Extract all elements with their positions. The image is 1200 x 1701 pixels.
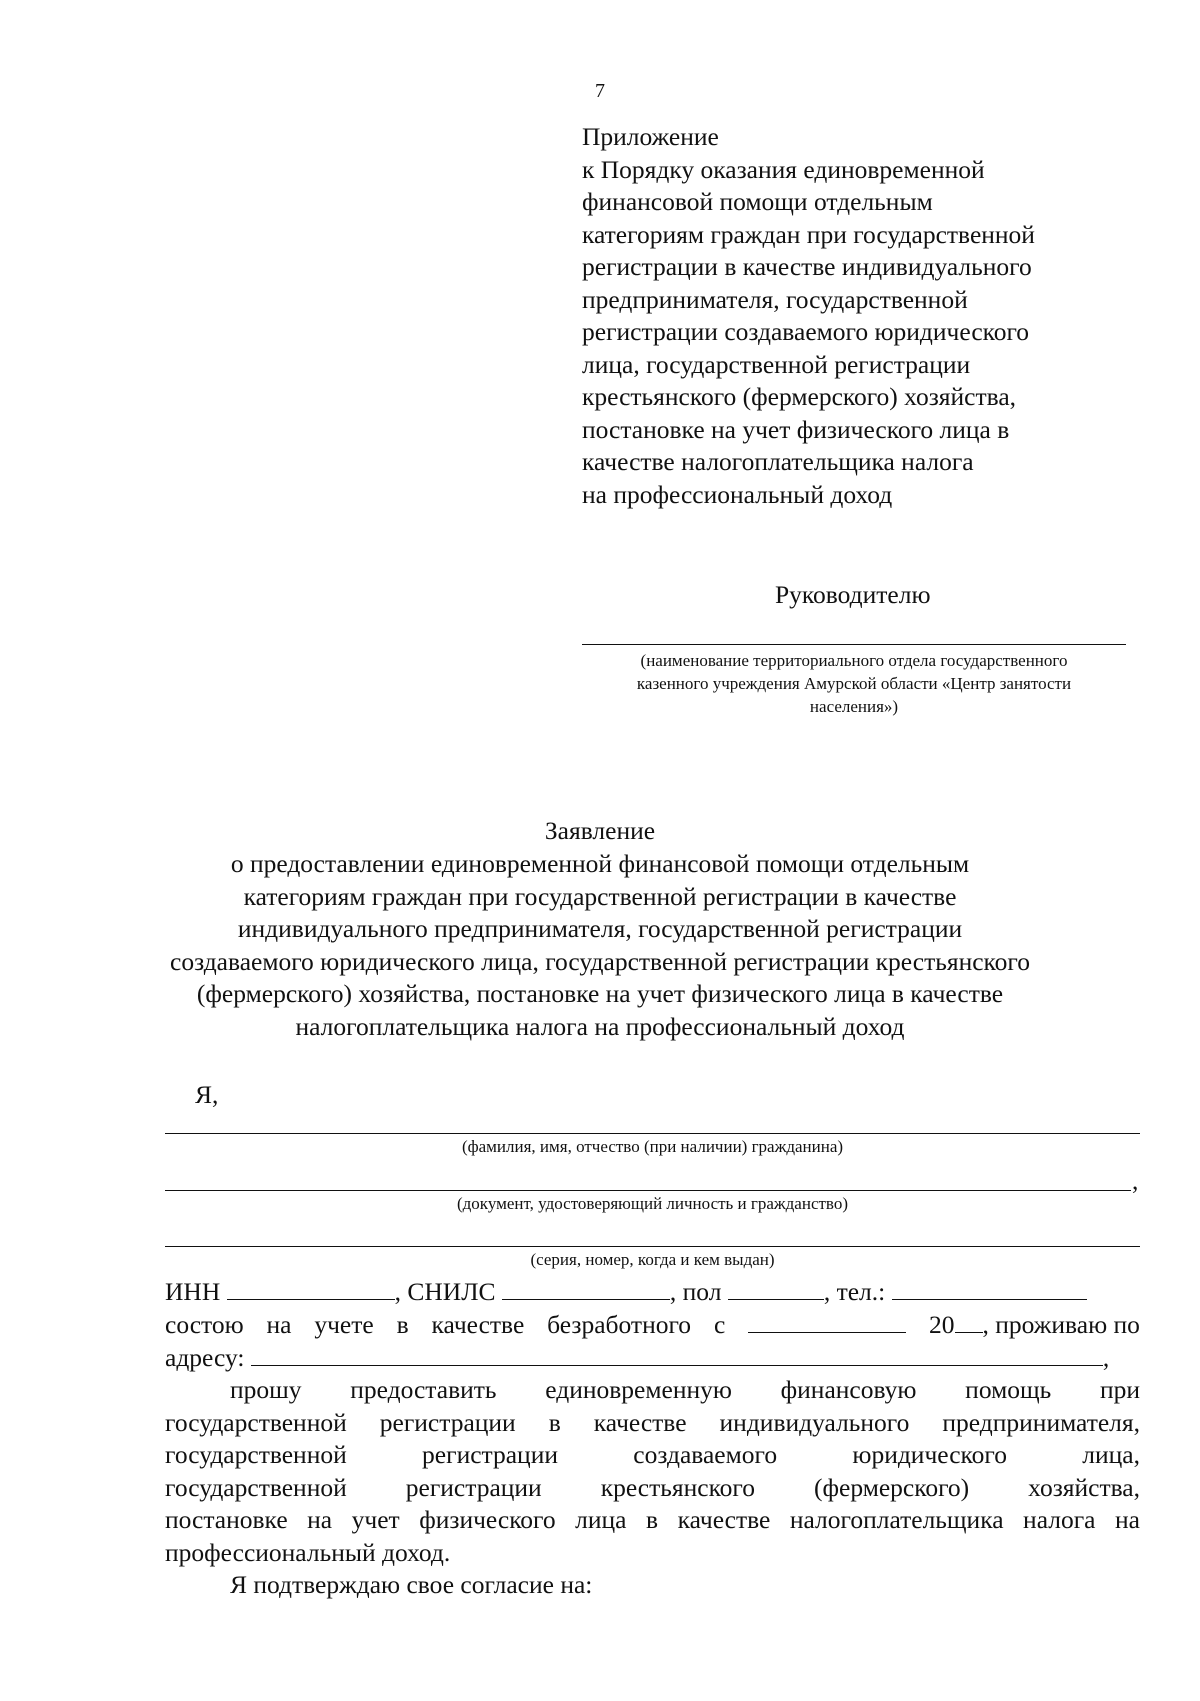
recipient-name-field-line[interactable]: [582, 644, 1126, 645]
appendix-line: Приложение: [582, 122, 719, 151]
unemployed-word: качестве: [431, 1310, 525, 1339]
recipient-hint-line: казенного учреждения Амурской области «Центр занятости: [636, 674, 1072, 693]
page-number: 7: [595, 80, 605, 102]
phone-field[interactable]: [892, 1275, 1087, 1300]
address-field[interactable]: [251, 1341, 1103, 1366]
request-paragraph: [165, 1374, 1140, 1602]
statement-subtitle-line: создаваемого юридического лица, государственной регистрации крестьянского: [170, 946, 1030, 976]
statement-subtitle: [150, 848, 1050, 1043]
unemployed-word: учете: [314, 1310, 374, 1339]
request-line: государственной регистрации в качестве индивидуального предпринимателя,: [165, 1407, 1140, 1437]
address-row: [165, 1341, 1140, 1374]
recipient-hint-line: (наименование территориального отдела государственного: [640, 651, 1068, 670]
address-comma: ,: [1102, 1343, 1110, 1372]
inn-snils-row: [165, 1275, 1140, 1308]
document-series-hint: (серия, номер, когда и кем выдан): [530, 1250, 775, 1269]
unemployed-word: в: [396, 1310, 409, 1339]
appendix-line: к Порядку оказания единовременной: [582, 154, 985, 184]
request-line: постановке на учет физического лица в качестве налогоплательщика налога на: [165, 1505, 1140, 1534]
statement-title: Заявление: [544, 816, 656, 845]
year-field[interactable]: [955, 1308, 983, 1333]
unemployed-word: безработного: [547, 1310, 692, 1339]
appendix-line: финансовой помощи отдельным: [582, 187, 933, 216]
applicant-intro: Я,: [195, 1080, 219, 1109]
appendix-line: предпринимателя, государственной: [582, 284, 968, 314]
address-label: адресу:: [165, 1343, 245, 1372]
unemployed-date-field[interactable]: [748, 1308, 906, 1333]
snils-label: , СНИЛС: [394, 1277, 496, 1306]
sex-label: , пол: [669, 1277, 722, 1306]
unemployed-word: с: [713, 1310, 726, 1339]
unemployed-row: [165, 1308, 1140, 1341]
unemployed-word: на: [266, 1310, 292, 1339]
sex-field[interactable]: [728, 1275, 824, 1300]
appendix-line: крестьянского (фермерского) хозяйства,: [582, 382, 1017, 411]
tel-label: , тел.:: [823, 1277, 886, 1306]
fio-hint: (фамилия, имя, отчество (при наличии) гражданина): [461, 1137, 844, 1156]
statement-subtitle-line: о предоставлении единовременной финансовой помощи отдельным: [230, 849, 970, 878]
request-line: государственной регистрации крестьянского (фермерского) хозяйства,: [165, 1472, 1140, 1502]
identity-document-hint: (документ, удостоверяющий личность и гражданство): [456, 1194, 849, 1213]
recipient-hint-line: населения»): [809, 697, 899, 716]
inn-field[interactable]: [227, 1275, 395, 1300]
request-line: государственной регистрации создаваемого юридического лица,: [165, 1440, 1140, 1469]
appendix-line: постановке на учет физического лица в: [582, 414, 1010, 444]
statement-subtitle-line: (фермерского) хозяйства, постановке на учет физического лица в качестве: [196, 979, 1004, 1008]
snils-field[interactable]: [502, 1275, 670, 1300]
year-group: [929, 1308, 1140, 1341]
request-line: прошу предоставить единовременную финансовую помощь при: [230, 1375, 1140, 1404]
consent-line: Я подтверждаю свое согласие на:: [230, 1570, 593, 1599]
appendix-line: на профессиональный доход: [582, 479, 893, 509]
statement-subtitle-line: индивидуального предпринимателя, государственной регистрации: [237, 914, 963, 943]
appendix-line: регистрации в качестве индивидуального: [582, 252, 1032, 281]
appendix-line: регистрации создаваемого юридического: [582, 317, 1030, 346]
document-series-field-line[interactable]: [165, 1246, 1140, 1247]
appendix-line: категориям граждан при государственной: [582, 219, 1035, 249]
appendix-line: качестве налогоплательщика налога: [582, 447, 974, 476]
fio-field-line[interactable]: [165, 1133, 1140, 1134]
statement-subtitle-line: налогоплательщика налога на профессиональный доход: [295, 1011, 905, 1041]
inn-label: ИНН: [165, 1277, 221, 1306]
reside-label: , проживаю по: [982, 1310, 1140, 1339]
identity-document-field-line[interactable]: [165, 1190, 1131, 1191]
appendix-line: лица, государственной регистрации: [582, 349, 971, 379]
appendix-block: [582, 121, 1142, 511]
recipient-title: Руководителю: [775, 580, 931, 609]
recipient-hint: [582, 649, 1126, 718]
unemployed-word: состою: [165, 1310, 244, 1339]
statement-subtitle-line: категориям граждан при государственной регистрации в качестве: [243, 881, 957, 911]
year-prefix: 20: [929, 1310, 955, 1339]
identity-document-comma: ,: [1132, 1166, 1139, 1195]
request-line: профессиональный доход.: [165, 1537, 451, 1567]
